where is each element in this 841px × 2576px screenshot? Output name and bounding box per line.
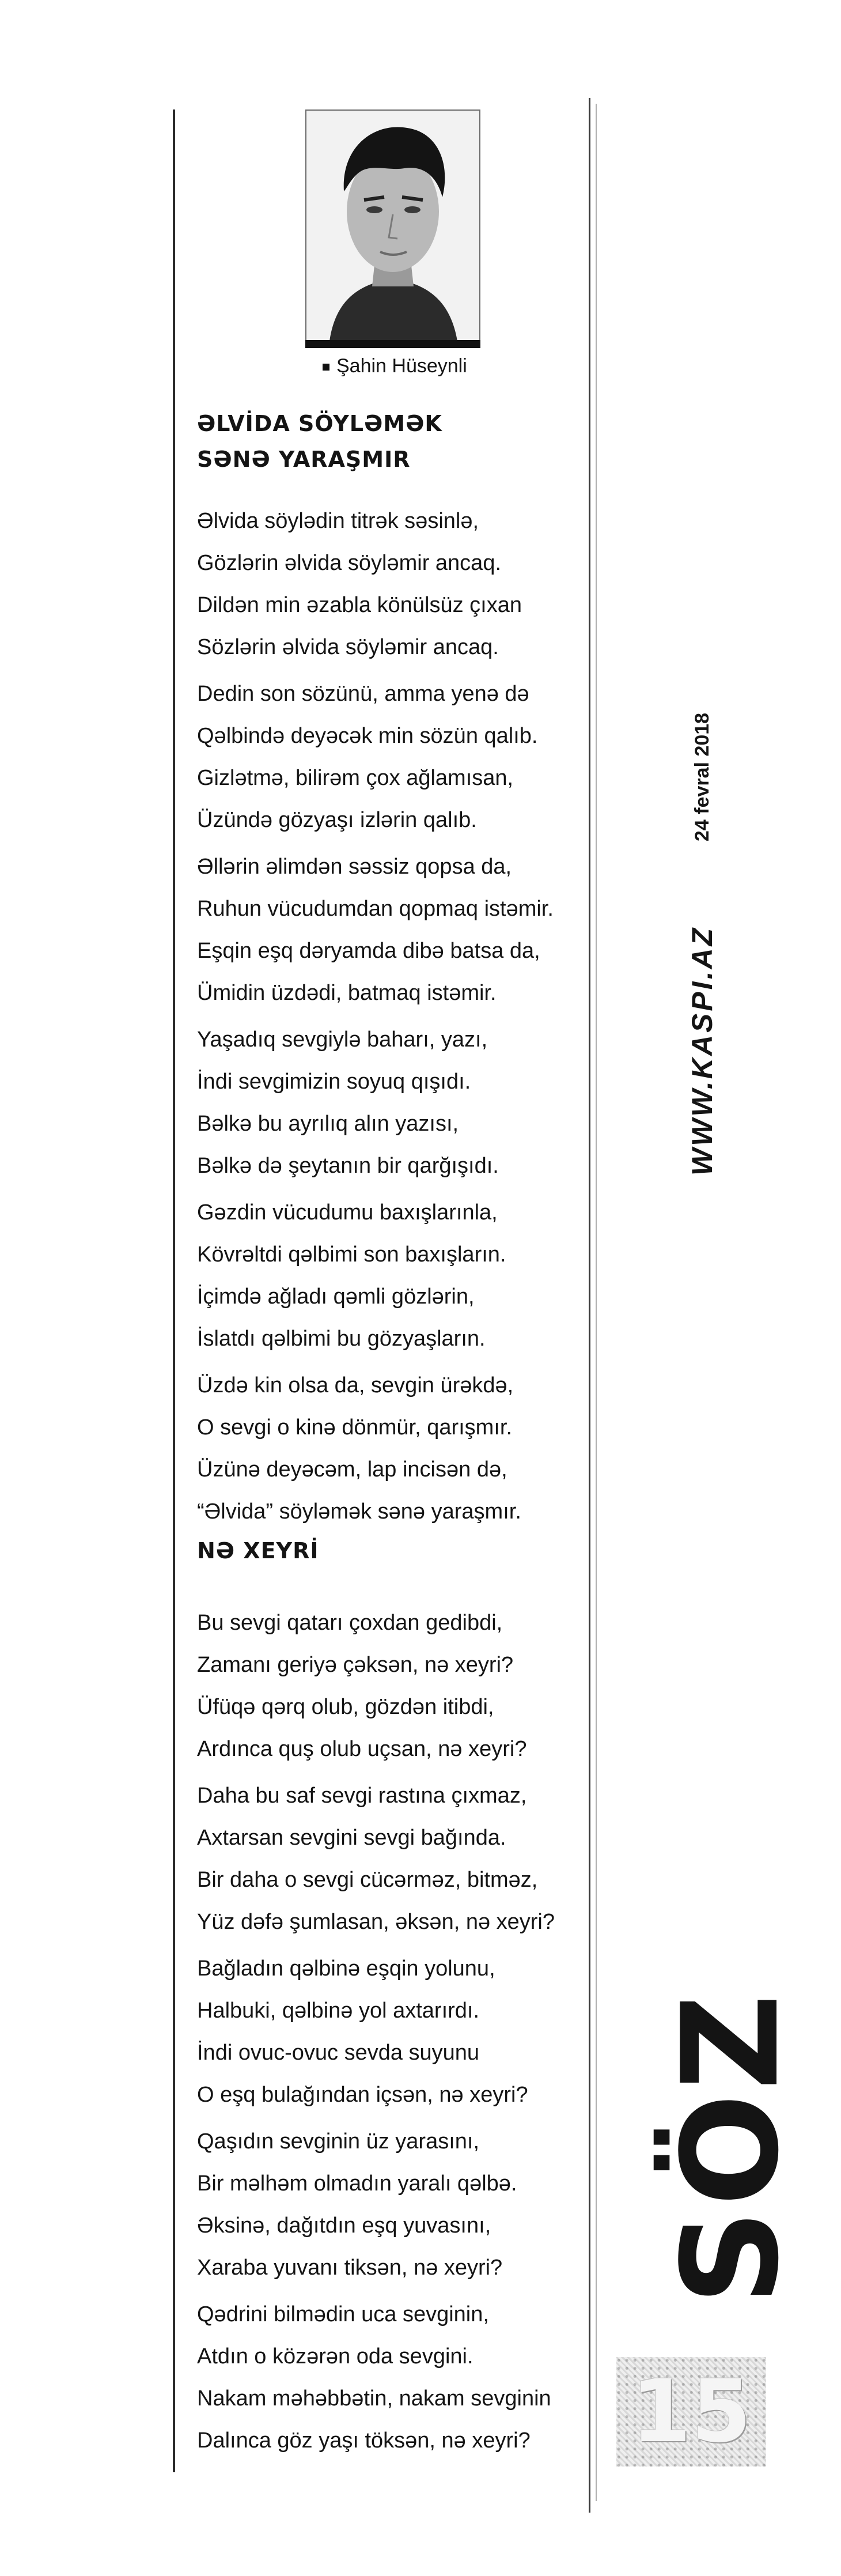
left-column-rule [173, 109, 175, 2472]
poem-line: Kövrəltdi qəlbimi son baxışların. [197, 1242, 506, 1267]
poem-line: Ardınca quş olub uçsan, nə xeyri? [197, 1737, 527, 1761]
page-number: 15 [616, 2357, 766, 2467]
right-column-rule [589, 98, 590, 2513]
poem-line: Bir məlhəm olmadın yaralı qəlbə. [197, 2171, 517, 2196]
poem-line: Üzdə kin olsa da, sevgin ürəkdə, [197, 1373, 514, 1397]
poem1-stanza-6 [197, 1365, 577, 1533]
poem2-stanza-1 [197, 1602, 577, 1770]
poem-line: Daha bu saf sevgi rastına çıxmaz, [197, 1784, 527, 1808]
poem-line: Dildən min əzabla könülsüz çıxan [197, 593, 522, 617]
poem-line: İndi sevgimizin soyuq qışıdı. [197, 1070, 471, 1094]
poem2-stanza-2 [197, 1775, 577, 1943]
poem-line: Qaşıdın sevginin üz yarasını, [197, 2129, 480, 2154]
poem1-stanza-1 [197, 500, 577, 668]
poem-line: Üzünə deyəcəm, lap incisən də, [197, 1457, 507, 1482]
poem-line: Əksinə, dağıtdın eşq yuvasını, [197, 2214, 491, 2238]
poem-line: Dedin son sözünü, amma yenə də [197, 682, 529, 706]
poem-line: O sevgi o kinə dönmür, qarışmır. [197, 1415, 513, 1440]
poem-line: Yüz dəfə şumlasan, əksən, nə xeyri? [197, 1910, 555, 1934]
poem-line: Qəlbində deyəcək min sözün qalıb. [197, 724, 538, 748]
poem-line: İslatdı qəlbimi bu gözyaşların. [197, 1327, 486, 1351]
author-photo [305, 109, 480, 342]
poem-line: Bir daha o sevgi cücərməz, bitməz, [197, 1868, 538, 1892]
poem-line: Nakam məhəbbətin, nakam sevginin [197, 2386, 551, 2411]
poem1-stanza-3 [197, 846, 577, 1014]
poem-line: Zamanı geriyə çəksən, nə xeyri? [197, 1653, 514, 1677]
publication-date: 24 fevral 2018 [691, 712, 713, 841]
poem2-stanza-4 [197, 2121, 577, 2289]
poem-line: Axtarsan sevgini sevgi bağında. [197, 1826, 506, 1850]
poem-line: Gəzdin vücudumu baxışlarınla, [197, 1200, 498, 1225]
poem1-title-line2: SƏNƏ YARAŞMIR [197, 447, 411, 472]
poem-line: Bəlkə bu ayrılıq alın yazısı, [197, 1112, 459, 1136]
poem1-stanza-2 [197, 673, 577, 841]
poem-line: Ruhun vücudumdan qopmaq istəmir. [197, 897, 554, 921]
bullet-square-icon [323, 364, 329, 371]
poem-line: Gözlərin əlvida söyləmir ancaq. [197, 551, 502, 575]
poem-line: Sözlərin əlvida söyləmir ancaq. [197, 635, 499, 659]
poem-line: Əllərin əlimdən səssiz qopsa da, [197, 855, 512, 879]
website-url: WWW.KASPI.AZ [686, 926, 718, 1176]
poem-line: İçimdə ağladı qəmli gözlərin, [197, 1285, 475, 1309]
poem-line: Bu sevgi qatarı çoxdan gedibdi, [197, 1611, 503, 1635]
section-brand: SÖZ [654, 1990, 808, 2305]
poem-line: Üzündə gözyaşı izlərin qalıb. [197, 808, 477, 832]
poem-line: O eşq bulağından içsən, nə xeyri? [197, 2083, 528, 2107]
poem1-stanza-4 [197, 1019, 577, 1187]
right-column-rule-inner [596, 104, 597, 2501]
poem-line: Halbuki, qəlbinə yol axtarırdı. [197, 1999, 480, 2023]
poem-line: Bəlkə də şeytanın bir qarğışıdı. [197, 1154, 499, 1178]
poem-line: Əlvida söylədin titrək səsinlə, [197, 509, 479, 533]
poem-line: Ümidin üzdədi, batmaq istəmir. [197, 981, 497, 1005]
poem2-stanza-3 [197, 1948, 577, 2116]
poem-line: İndi ovuc-ovuc sevda suyunu [197, 2041, 480, 2065]
poem-line: Bağladın qəlbinə eşqin yolunu, [197, 1956, 495, 1981]
author-name: Şahin Hüseynli [336, 355, 467, 377]
poem-line: Dalınca göz yaşı töksən, nə xeyri? [197, 2428, 531, 2453]
poem-line: Atdın o közərən oda sevgini. [197, 2344, 473, 2369]
poem1-title-line1: ƏLVİDA SÖYLƏMƏK [197, 411, 442, 436]
poem-line: Qədrini bilmədin uca sevginin, [197, 2302, 489, 2326]
author-byline [323, 355, 467, 377]
poem-line: Yaşadıq sevgiylə baharı, yazı, [197, 1028, 488, 1052]
poem-line: Üfüqə qərq olub, gözdən itibdi, [197, 1695, 494, 1719]
photo-caption-bar [305, 340, 480, 348]
poem-line: Gizlətmə, bilirəm çox ağlamısan, [197, 766, 514, 790]
poem-line: Xaraba yuvanı tiksən, nə xeyri? [197, 2256, 503, 2280]
poem2-title: NƏ XEYRİ [197, 1538, 319, 1563]
poem1-stanza-5 [197, 1192, 577, 1360]
poem-line: Eşqin eşq dəryamda dibə batsa da, [197, 939, 540, 963]
poem2-stanza-5 [197, 2294, 577, 2462]
poem-line: “Əlvida” söyləmək sənə yaraşmır. [197, 1499, 521, 1524]
poem1-title [197, 406, 442, 477]
